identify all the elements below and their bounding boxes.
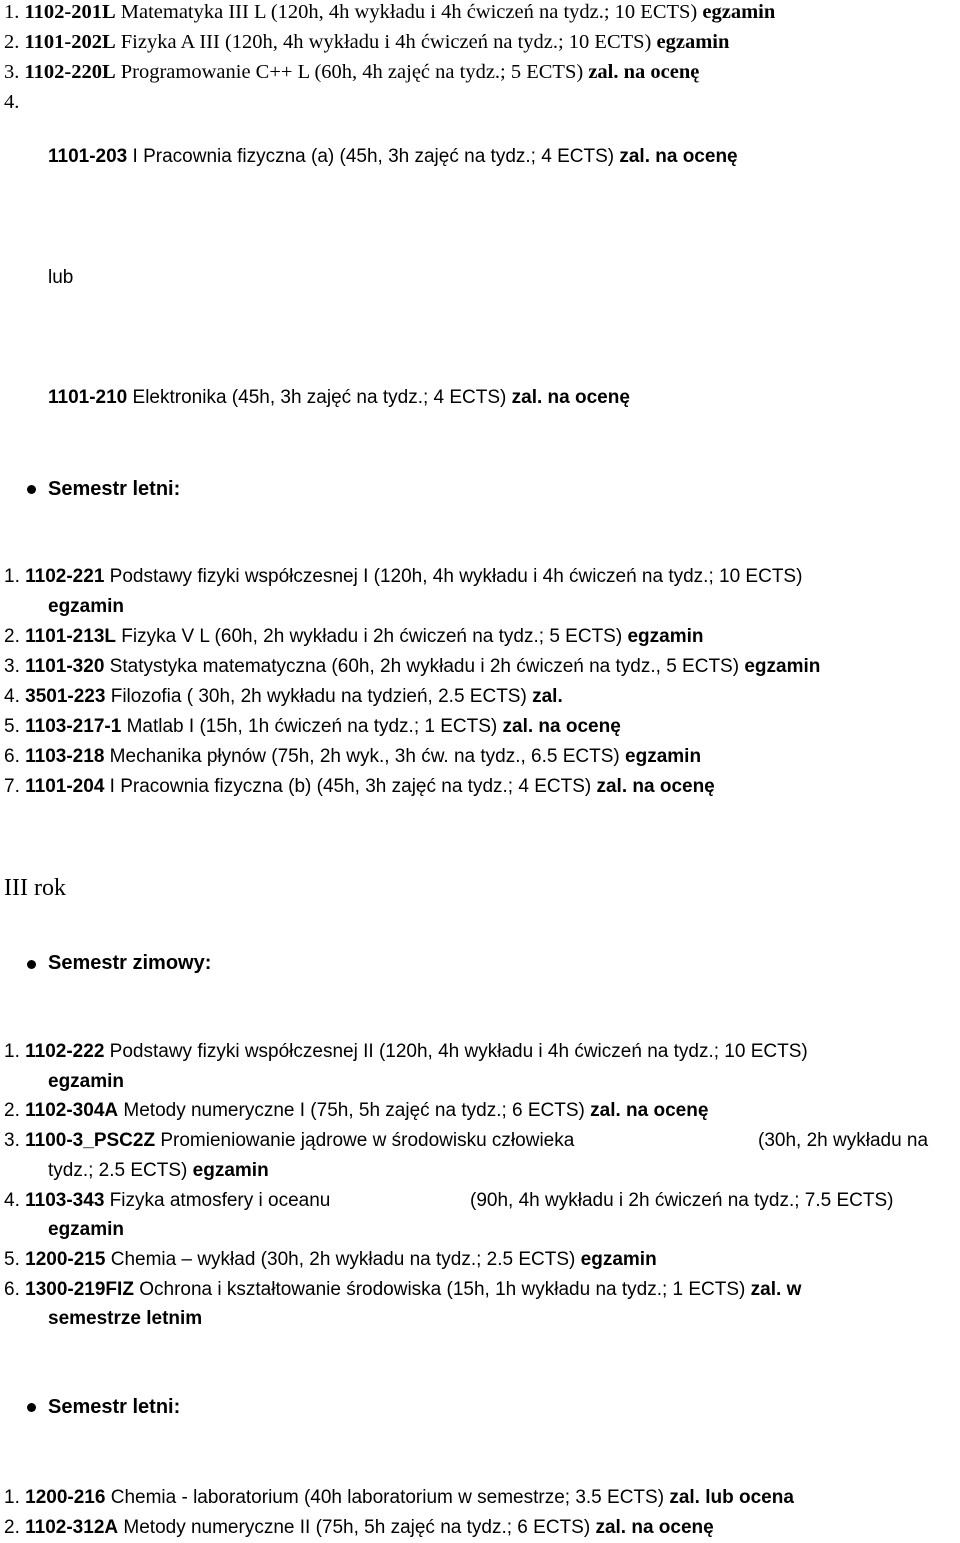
course-details: Podstawy fizyki współczesnej I (120h, 4h wykładu i 4h ćwiczeń na tydz.; 10 ECTS) <box>109 566 803 587</box>
course-code: 3501-223 <box>25 686 106 707</box>
course-code: 1102-220L <box>24 61 116 83</box>
course-details: Mechanika płynów (75h, 2h wyk., 3h ćw. na tydz., 6.5 ECTS) <box>109 746 620 767</box>
course-item <box>4 685 563 709</box>
course-details: Podstawy fizyki współczesnej II (120h, 4h wykładu i 4h ćwiczeń na tydz.; 10 ECTS) <box>109 1041 808 1062</box>
course-form: egzamin <box>656 31 730 53</box>
course-item <box>48 145 738 169</box>
item-number: 1. <box>4 566 20 587</box>
course-code: 1103-343 <box>25 1190 105 1211</box>
item-number: 2. <box>4 1517 20 1538</box>
alternative-label: lub <box>48 267 74 288</box>
course-name: Matematyka III L <box>120 1 266 23</box>
course-code: 1100-3_PSC2Z <box>25 1130 156 1151</box>
course-form: zal. na ocenę <box>595 1517 714 1538</box>
course-form: egzamin <box>702 1 776 23</box>
course-item <box>4 1486 794 1510</box>
bullet-icon <box>27 1403 36 1412</box>
course-form: zal. na ocenę <box>511 387 630 408</box>
course-name: Programowanie C++ L <box>120 61 310 83</box>
course-code: 1102-304A <box>25 1100 119 1121</box>
course-code: 1103-217-1 <box>25 716 122 737</box>
course-item <box>48 386 630 410</box>
course-details: Chemia – wykład (30h, 2h wykładu na tydz.; 2.5 ECTS) <box>110 1249 576 1270</box>
course-details: tydz.; 2.5 ECTS) <box>48 1160 188 1181</box>
item-number: 6. <box>4 746 20 767</box>
course-form: egzamin <box>580 1249 657 1270</box>
course-code: 1101-203 <box>48 146 128 167</box>
course-details: Metody numeryczne II (75h, 5h zajęć na tydz.; 6 ECTS) <box>123 1517 591 1538</box>
course-form: zal. lub ocena <box>669 1487 794 1508</box>
course-form: zal. na ocenę <box>588 61 700 83</box>
course-item <box>4 715 621 739</box>
item-number: 5. <box>4 1249 20 1270</box>
section-heading: Semestr letni: <box>48 478 181 500</box>
course-item <box>4 1040 808 1064</box>
item-number: 4. <box>4 91 20 113</box>
course-details: I Pracownia fizyczna (b) (45h, 3h zajęć na tydz.; 4 ECTS) <box>109 776 592 797</box>
course-item <box>4 775 715 799</box>
course-details: Elektronika (45h, 3h zajęć na tydz.; 4 ECTS) <box>132 387 507 408</box>
course-code: 1102-312A <box>25 1517 119 1538</box>
course-item <box>4 0 775 24</box>
course-item <box>4 1129 574 1153</box>
item-number: 3. <box>4 1130 20 1151</box>
course-code: 1101-213L <box>25 626 116 647</box>
course-code: 1101-320 <box>25 656 105 677</box>
course-item <box>48 1159 269 1183</box>
course-form: semestrze letnim <box>48 1308 203 1329</box>
item-number: 2. <box>4 626 20 647</box>
item-number: 1. <box>4 1 20 23</box>
course-details: Chemia - laboratorium (40h laboratorium w semestrze; 3.5 ECTS) <box>110 1487 665 1508</box>
course-name: Promieniowanie jądrowe w środowisku człowieka <box>160 1130 575 1151</box>
course-form: egzamin <box>627 626 704 647</box>
section-heading: Semestr letni: <box>48 1396 181 1418</box>
course-details: Fizyka V L (60h, 2h wykładu i 2h ćwiczeń na tydz.; 5 ECTS) <box>121 626 623 647</box>
item-number: 1. <box>4 1487 20 1508</box>
course-code: 1101-204 <box>25 776 105 797</box>
course-code: 1101-210 <box>48 387 128 408</box>
course-form: egzamin <box>48 1071 125 1092</box>
course-form: egzamin <box>625 746 702 767</box>
course-item <box>4 1189 330 1213</box>
item-number: 4. <box>4 1190 20 1211</box>
course-form: egzamin <box>744 656 821 677</box>
course-item <box>4 1278 801 1302</box>
course-item <box>4 60 699 84</box>
course-item <box>4 565 802 589</box>
item-number: 5. <box>4 716 20 737</box>
bullet-icon <box>27 960 36 969</box>
course-item <box>4 1516 714 1540</box>
item-number: 2. <box>4 1100 20 1121</box>
course-details: (90h, 4h wykładu i 2h ćwiczeń na tydz.; 7.5 ECTS) <box>470 1190 894 1211</box>
course-form: zal. w <box>750 1279 802 1300</box>
course-item <box>4 625 704 649</box>
course-code: 1101-202L <box>24 31 116 53</box>
course-details: Ochrona i kształtowanie środowiska (15h, 1h wykładu na tydz.; 1 ECTS) <box>139 1279 746 1300</box>
course-details: (120h, 4h wykładu i 4h ćwiczeń na tydz.; 10 ECTS) <box>224 31 652 53</box>
course-details: (30h, 2h wykładu na <box>758 1130 929 1151</box>
course-item <box>4 1248 657 1272</box>
course-details: (60h, 4h zajęć na tydz.; 5 ECTS) <box>314 61 584 83</box>
course-details: Statystyka matematyczna (60h, 2h wykładu i 2h ćwiczeń na tydz., 5 ECTS) <box>109 656 740 677</box>
course-form: zal. na ocenę <box>502 716 621 737</box>
course-item <box>4 655 820 679</box>
course-item <box>4 30 729 54</box>
course-name: Fizyka A III <box>120 31 220 53</box>
course-details: Filozofia ( 30h, 2h wykładu na tydzień, 2.5 ECTS) <box>110 686 527 707</box>
item-number: 3. <box>4 656 20 677</box>
item-number: 1. <box>4 1041 20 1062</box>
course-details: Metody numeryczne I (75h, 5h zajęć na tydz.; 6 ECTS) <box>123 1100 585 1121</box>
course-details: Matlab I (15h, 1h ćwiczeń na tydz.; 1 ECTS) <box>126 716 498 737</box>
course-details: (120h, 4h wykładu i 4h ćwiczeń na tydz.; 10 ECTS) <box>270 1 698 23</box>
item-number: 7. <box>4 776 20 797</box>
course-form: egzamin <box>48 1219 125 1240</box>
course-form: zal. na ocenę <box>596 776 715 797</box>
course-form: egzamin <box>192 1160 269 1181</box>
course-name: Fizyka atmosfery i oceanu <box>109 1190 331 1211</box>
course-form: egzamin <box>48 596 125 617</box>
course-item <box>4 745 701 769</box>
course-code: 1200-216 <box>25 1487 106 1508</box>
course-code: 1103-218 <box>25 746 105 767</box>
course-form: zal. <box>532 686 563 707</box>
course-code: 1102-201L <box>24 1 116 23</box>
course-code: 1102-222 <box>25 1041 105 1062</box>
course-code: 1300-219FIZ <box>25 1279 134 1300</box>
section-heading: Semestr zimowy: <box>48 952 212 974</box>
item-number: 2. <box>4 31 20 53</box>
course-details: I Pracownia fizyczna (a) (45h, 3h zajęć na tydz.; 4 ECTS) <box>132 146 615 167</box>
course-item <box>4 1099 708 1123</box>
item-number: 6. <box>4 1279 20 1300</box>
course-form: zal. na ocenę <box>619 146 738 167</box>
year-heading: III rok <box>4 875 66 901</box>
item-number: 4. <box>4 686 20 707</box>
item-number: 3. <box>4 61 20 83</box>
course-code: 1200-215 <box>25 1249 106 1270</box>
course-code: 1102-221 <box>25 566 105 587</box>
course-form: zal. na ocenę <box>590 1100 709 1121</box>
bullet-icon <box>27 485 36 494</box>
